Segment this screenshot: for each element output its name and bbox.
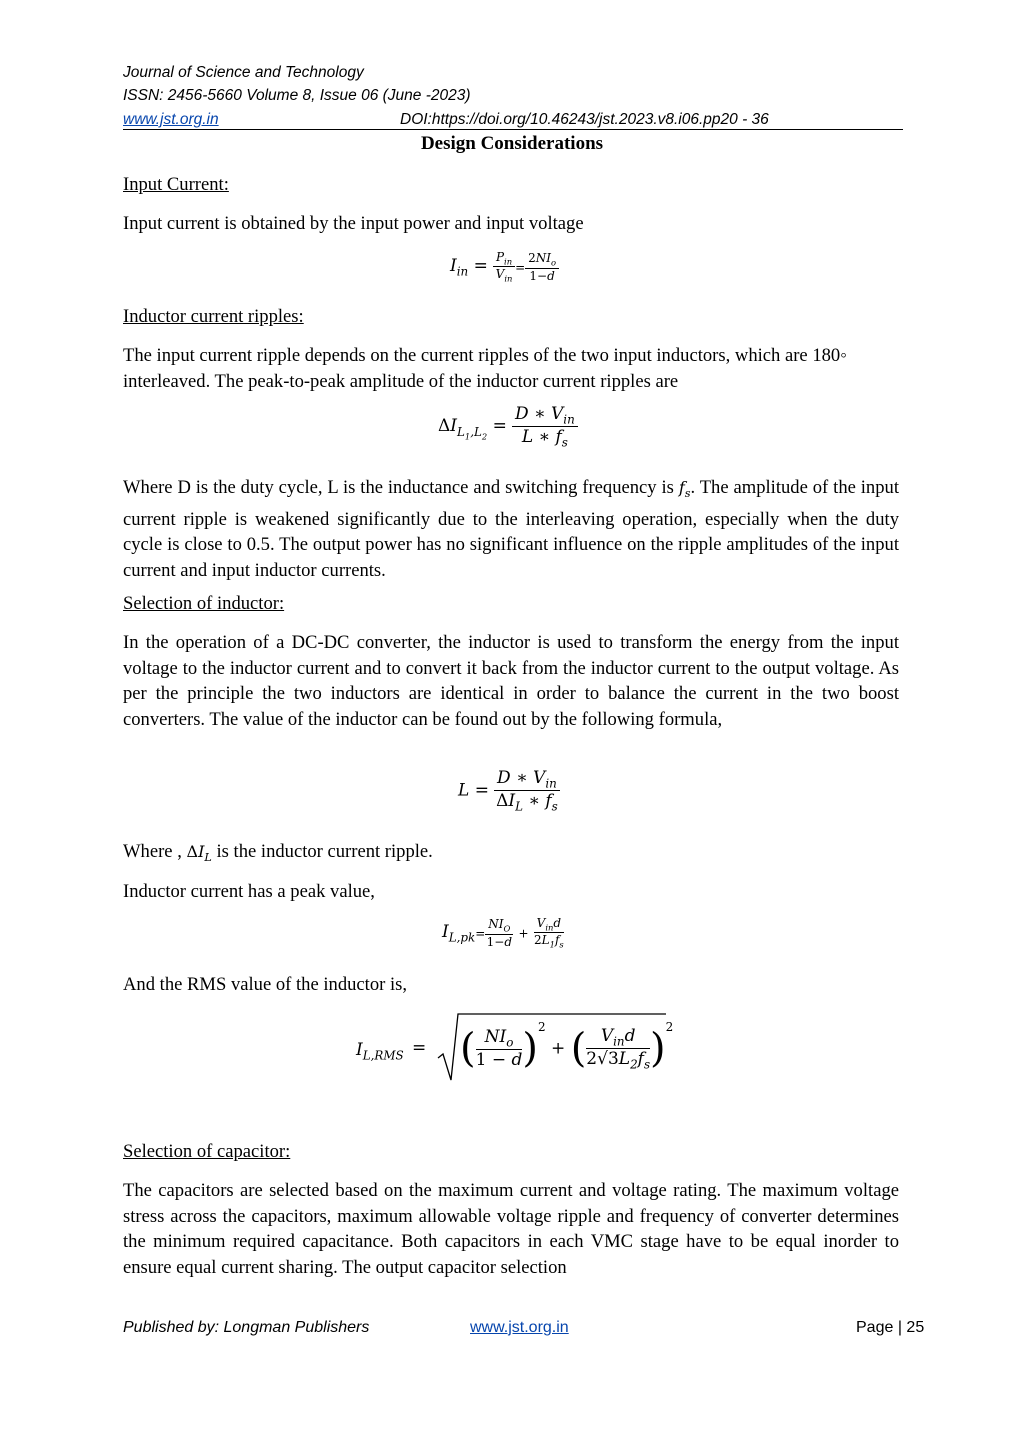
capacitor-selection-text: The capacitors are selected based on the maximum current and voltage rating. The maximum voltage stress across the capacitors, maximum allowable voltage ripple and frequency of converter determines the minimum required capacitance. Both capacitors in each VMC stage have to be equal inorder to ensure equal current sharing. The output capacitor selection [123,1180,899,1278]
journal-name: Journal of Science and Technology [123,64,364,81]
header-website-anchor[interactable]: www.jst.org.in [123,111,219,128]
ripple-explanation-b: . The amplitude of the input current ripple is weakened significantly due to the interleaving operation, especially when the duty cycle is close to 0.5. The output power has no significant influence on the ripple amplitudes of the input current and input inductor currents. [123,477,899,581]
doi-info: DOI:https://doi.org/10.46243/jst.2023.v8.i06.pp20 - 36 [400,111,769,128]
ripple-explanation: Where D is the duty cycle, L is the inductance and switching frequency is $f_s$. The amplitude of the input current ripple is weakened significantly due to the interleaving operation, especially when the duty cycle is close to 0.5. The output power has no significant influence on the ripple amplitudes of the input current and input inductor currents. [123,477,899,581]
header-website-link[interactable] [123,110,219,130]
rms-text: And the RMS value of the inductor is, [123,974,408,995]
equation-input-current: $I_{in}$ = $\frac{P_{in}}{V_{in}}$ = $\frac{2NI_o}{1-d}$ [450,250,559,284]
issn-info: ISSN: 2456-5660 Volume 8, Issue 06 (June -2023) [123,87,471,104]
peak-value-text: Inductor current has a peak value, [123,881,375,902]
section-title: Design Considerations [420,133,604,154]
inductor-ripples-heading: Inductor current ripples: [123,306,304,327]
footer-publisher: Published by: Longman Publishers [123,1319,370,1336]
input-current-heading: Input Current: [123,174,229,195]
header-divider [123,129,903,130]
page-number: Page | 25 [856,1319,925,1336]
equation-ripple: $\Delta I_{L_1,L_2}$ = $\frac{D ∗ V_{in}}{L ∗ f_s}$ [438,404,578,450]
capacitor-selection-heading: Selection of capacitor: [123,1141,291,1162]
inductor-selection-heading: Selection of inductor: [123,593,285,614]
equation-inductor: L = $\frac{D ∗ V_{in}}{\Delta I_L ∗ f_s}$ [458,768,560,814]
inductor-ripple-where: Where , $\Delta I_L$ is the inductor current ripple. [123,841,433,865]
footer-website-link[interactable]: www.jst.org.in [470,1319,569,1336]
where-a: Where , [123,841,182,862]
equation-peak-current: $I_{L,pk}=$ $\frac{NI_O}{1-d}$ + $\frac{V_{in}d}{2L_1f_s}$ [442,916,564,950]
input-current-text: Input current is obtained by the input power and input voltage [123,213,584,234]
inductor-ripples-text: The input current ripple depends on the current ripples of the two input inductors, which are 180◦ interleaved. The peak-to-peak amplitude of the inductor current ripples are [123,345,847,392]
where-b: is the inductor current ripple. [216,841,433,862]
inductor-selection-text: In the operation of a DC-DC converter, the inductor is used to transform the energy from the input voltage to the inductor current and to convert it back from the inductor current to the output voltage. As per the principle the two inductors are identical in order to balance the current in the two boost converters. The value of the inductor can be found out by the following formula, [123,632,899,730]
ripple-explanation-a: Where D is the duty cycle, L is the inductance and switching frequency is [123,477,674,498]
